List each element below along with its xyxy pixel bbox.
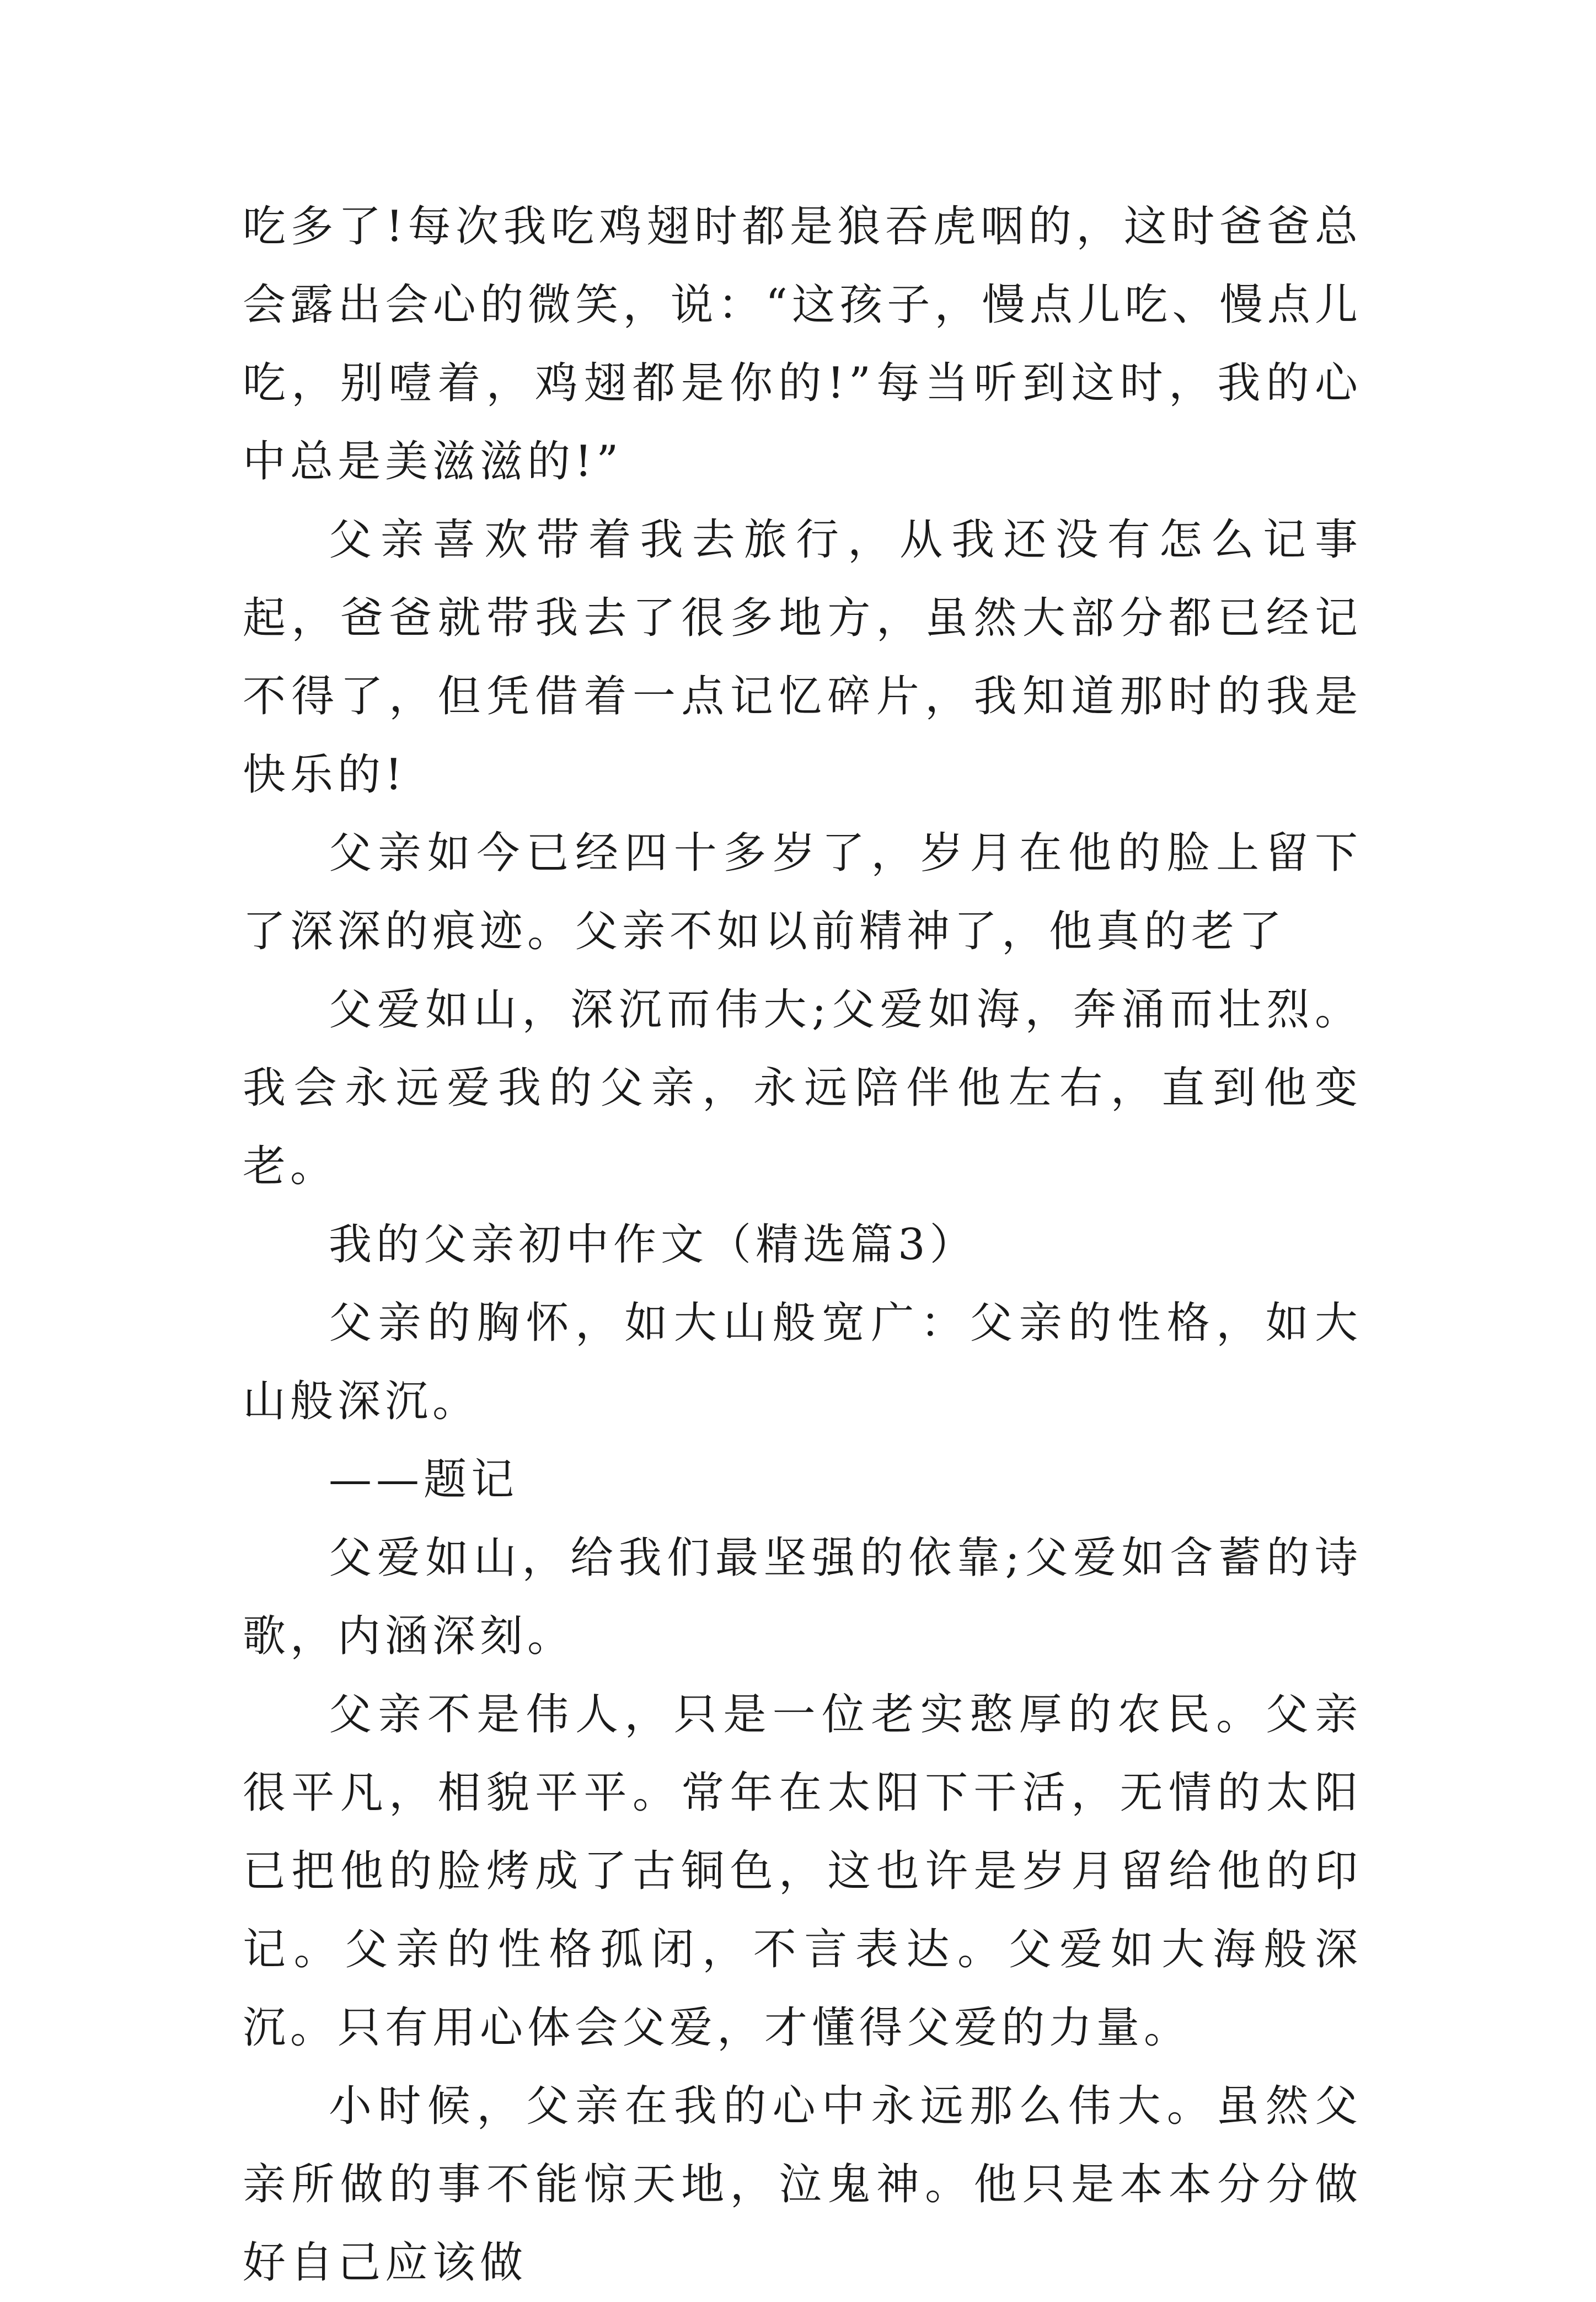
document-body xyxy=(243,188,1362,2302)
paragraph: 父亲喜欢带着我去旅行，从我还没有怎么记事起，爸爸就带我去了很多地方，虽然大部分都已经记不得了，但凭借着一点记忆碎片，我知道那时的我是快乐的! xyxy=(243,515,1362,800)
paragraph: 吃多了!每次我吃鸡翅时都是狼吞虎咽的，这时爸爸总会露出会心的微笑，说：“这孩子，慢点儿吃、慢点儿吃，别噎着，鸡翅都是你的!”每当听到这时，我的心中总是美滋滋的!” xyxy=(243,202,1362,486)
paragraph: 父亲如今已经四十多岁了，岁月在他的脸上留下了深深的痕迹。父亲不如以前精神了，他真的老了 xyxy=(243,828,1362,956)
epigraph: 父亲的胸怀，如大山般宽广：父亲的性格，如大山般深沉。 xyxy=(243,1298,1362,1426)
paragraph: 父爱如山，给我们最坚强的依靠;父爱如含蓄的诗歌，内涵深刻。 xyxy=(243,1533,1362,1661)
paragraph: 父爱如山，深沉而伟大;父爱如海，奔涌而壮烈。我会永远爱我的父亲，永远陪伴他左右，直到他变老。 xyxy=(243,985,1362,1191)
section-heading: 我的父亲初中作文（精选篇3） xyxy=(329,1220,977,1270)
paragraph: 小时候，父亲在我的心中永远那么伟大。虽然父亲所做的事不能惊天地，泣鬼神。他只是本本分分做好自己应该做 xyxy=(243,2081,1362,2288)
epigraph-attribution: ——题记 xyxy=(329,1455,519,1505)
paragraph: 父亲不是伟人，只是一位老实憨厚的农民。父亲很平凡，相貌平平。常年在太阳下干活，无情的太阳已把他的脸烤成了古铜色，这也许是岁月留给他的印记。父亲的性格孤闭，不言表达。父爱如大海般深沉。只有用心体会父爱，才懂得父爱的力量。 xyxy=(243,1690,1362,2053)
